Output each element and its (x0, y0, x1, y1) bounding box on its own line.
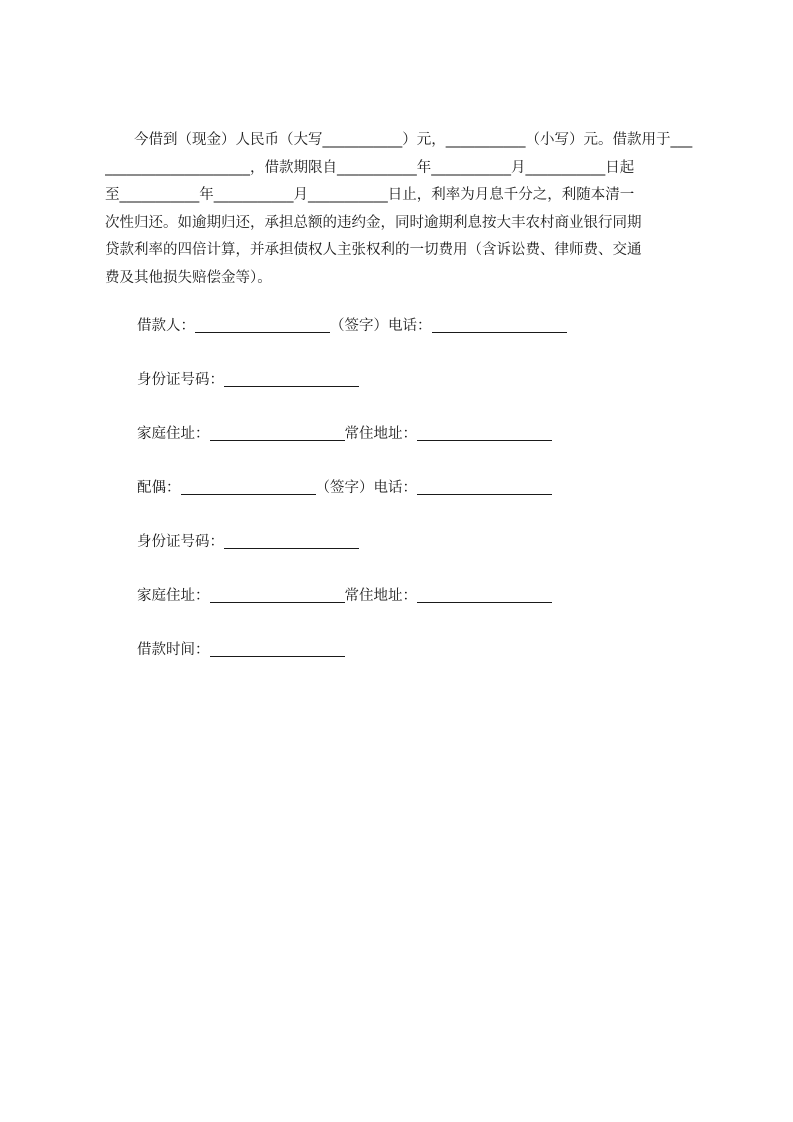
signature-fields (137, 313, 697, 691)
loan-date-label: 借款时间： (137, 642, 210, 658)
spouse-id-blank (224, 531, 359, 549)
spouse-id-row (137, 529, 697, 556)
spouse-address-row (137, 583, 697, 610)
borrower-id-label: 身份证号码： (137, 372, 224, 388)
loan-date-row (137, 637, 697, 664)
borrower-home-blank (210, 423, 345, 441)
borrower-address-row (137, 421, 697, 448)
borrower-name-blank (195, 315, 330, 333)
borrower-label: 借款人： (137, 318, 195, 334)
borrower-sign-phone-label: （签字）电话： (330, 318, 432, 334)
borrower-resident-label: 常住地址： (344, 426, 417, 442)
spouse-name-blank (181, 477, 316, 495)
clause-line-2: ____________________，借款期限自___________年___________月___________日起 (105, 159, 635, 176)
loan-date-blank (210, 639, 345, 657)
clause-line-3: 至___________年___________月___________日止，利率为月息千分之，利随本清一 (105, 187, 635, 203)
spouse-label: 配偶： (137, 480, 181, 496)
spouse-home-blank (210, 585, 345, 603)
spouse-resident-label: 常住地址： (344, 588, 417, 604)
borrower-id-row (137, 367, 697, 394)
borrower-row (137, 313, 697, 340)
loan-clause-paragraph (105, 127, 700, 292)
borrower-phone-blank (432, 315, 567, 333)
clause-line-1: 今借到（现金）人民币（大写___________）元，___________（小写）元。借款用于___ (105, 132, 693, 148)
spouse-id-label: 身份证号码： (137, 534, 224, 550)
spouse-phone-blank (417, 477, 552, 495)
spouse-row (137, 475, 697, 502)
borrower-resident-blank (417, 423, 552, 441)
clause-line-4: 次性归还。如逾期归还，承担总额的违约金，同时逾期利息按大丰农村商业银行同期 (105, 214, 642, 231)
clause-line-5: 贷款利率的四倍计算，并承担债权人主张权利的一切费用（含诉讼费、律师费、交通 (105, 242, 642, 258)
spouse-sign-phone-label: （签字）电话： (315, 480, 417, 496)
borrower-home-label: 家庭住址： (137, 426, 210, 442)
spouse-resident-blank (417, 585, 552, 603)
borrower-id-blank (224, 369, 359, 387)
clause-line-6: 费及其他损失赔偿金等）。 (105, 269, 272, 286)
spouse-home-label: 家庭住址： (137, 588, 210, 604)
